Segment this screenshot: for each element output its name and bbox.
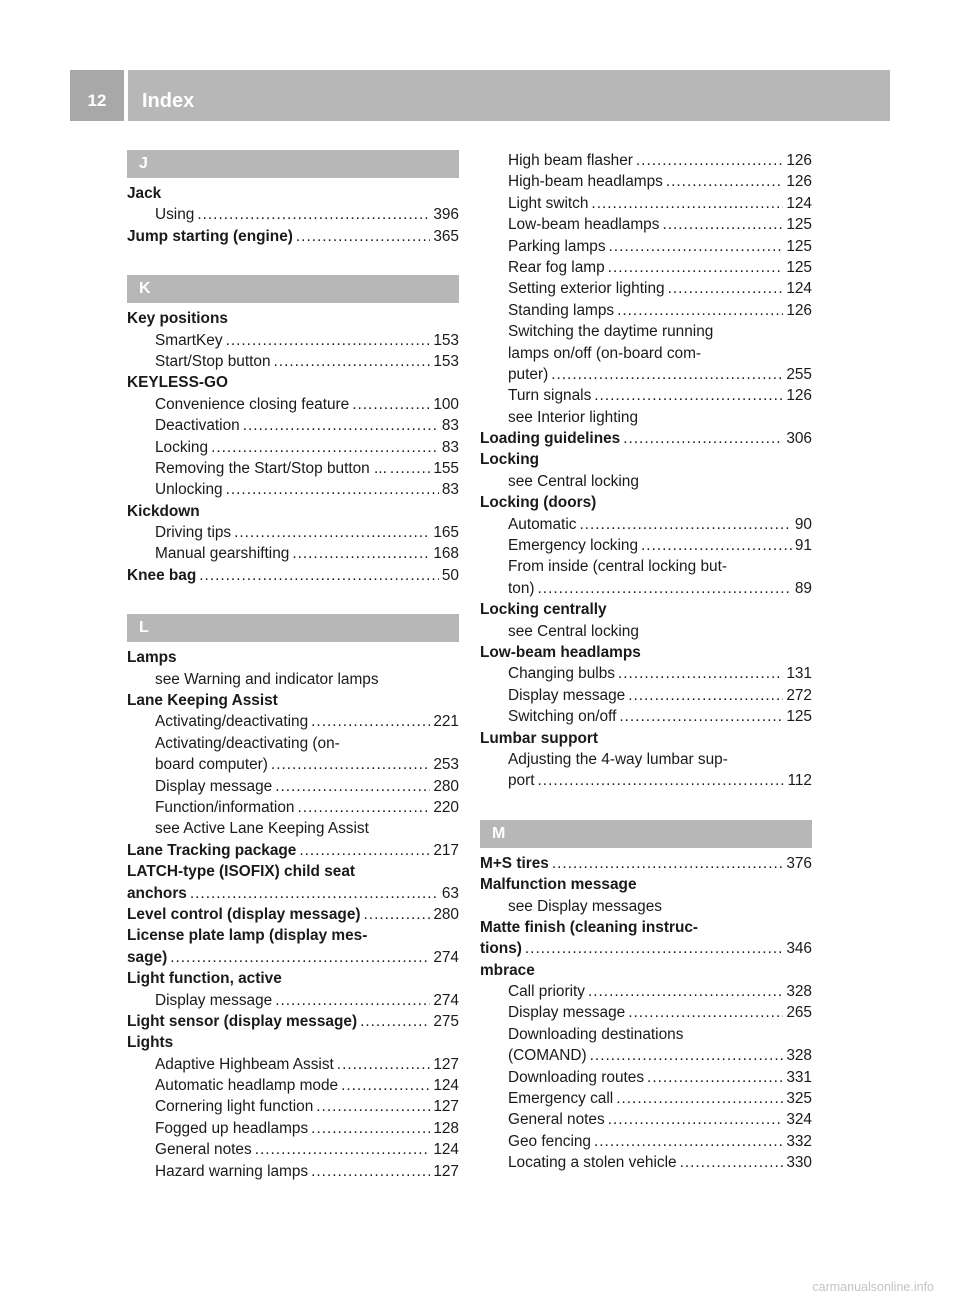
page-reference: 126 (786, 173, 812, 191)
index-entry (127, 840, 459, 861)
page-title: Index (142, 90, 195, 112)
entry-label: Locking (155, 438, 209, 456)
header-divider (124, 70, 128, 121)
entry-label: Convenience closing feature (155, 395, 350, 413)
entry-label: (COMAND) (508, 1047, 587, 1065)
index-entry (480, 853, 812, 874)
entry-label: Light sensor (display message) (127, 1012, 358, 1030)
section-letter-header: M (480, 820, 812, 848)
index-column-left (127, 150, 459, 1182)
index-entry (127, 1011, 459, 1032)
entry-label: sage) (127, 948, 168, 966)
dot-leader (243, 415, 439, 436)
index-subentry (480, 1067, 812, 1088)
dot-leader (641, 535, 792, 556)
dot-leader (666, 171, 783, 192)
dot-leader (594, 385, 783, 406)
index-subentry (480, 343, 812, 364)
entry-label: Level control (display message) (127, 905, 361, 923)
page-reference: 124 (786, 194, 812, 212)
dot-leader (680, 1152, 784, 1173)
entry-label: board computer) (155, 756, 268, 774)
index-subentry (480, 663, 812, 684)
section-spacer (127, 247, 459, 275)
entry-label: Activating/deactivating (on- (155, 734, 340, 752)
page-reference: 50 (441, 566, 459, 584)
index-entry (480, 642, 812, 663)
dot-leader (538, 578, 792, 599)
page-reference: 125 (786, 708, 812, 726)
dot-leader (525, 938, 783, 959)
index-subentry (480, 1024, 812, 1045)
index-subentry (480, 300, 812, 321)
dot-leader (226, 330, 431, 351)
entry-label: Key positions (127, 310, 228, 328)
page-reference: 324 (786, 1111, 812, 1129)
index-subentry (480, 514, 812, 535)
page-reference: 125 (786, 216, 812, 234)
entry-label: High beam flasher (508, 152, 633, 169)
dot-leader (538, 770, 785, 791)
entry-label: M+S tires (480, 854, 549, 872)
dot-leader (588, 981, 783, 1002)
dot-leader (608, 257, 784, 278)
section-spacer (127, 586, 459, 614)
index-subentry (480, 578, 812, 599)
entry-label: Knee bag (127, 566, 197, 584)
dot-leader (579, 514, 791, 535)
page-reference: 153 (433, 331, 459, 349)
dot-leader (274, 351, 431, 372)
index-subentry (480, 749, 812, 770)
index-subentry (127, 1096, 459, 1117)
index-subentry (127, 522, 459, 543)
index-subentry (127, 330, 459, 351)
index-subentry (480, 214, 812, 235)
page-reference: 100 (433, 395, 459, 413)
entry-label: Using (155, 206, 195, 224)
page-reference: 63 (441, 884, 459, 902)
entry-label: Switching the daytime running (508, 323, 714, 341)
index-entry (480, 599, 812, 620)
page-reference: 124 (433, 1141, 459, 1159)
index-subentry (127, 711, 459, 732)
entry-label: see Warning and indicator lamps (155, 670, 379, 688)
entry-label: Unlocking (155, 481, 223, 499)
index-entry (127, 968, 459, 989)
page-reference: 325 (786, 1090, 812, 1108)
index-entry (480, 874, 812, 895)
index-subentry (480, 364, 812, 385)
page-reference: 127 (433, 1162, 459, 1180)
dot-leader (271, 754, 430, 775)
entry-label: Hazard warning lamps (155, 1162, 309, 1180)
index-entry (480, 917, 812, 938)
index-entry (127, 565, 459, 586)
page-reference: 376 (786, 854, 812, 872)
dot-leader (299, 840, 430, 861)
index-entry (480, 449, 812, 470)
section-letter-header: J (127, 150, 459, 178)
dot-leader (311, 1118, 430, 1139)
page-reference: 272 (786, 686, 812, 704)
entry-label: Loading guidelines (480, 430, 621, 448)
page-reference: 220 (433, 798, 459, 816)
index-subentry (480, 535, 812, 556)
dot-leader (275, 990, 430, 1011)
page-reference: 306 (786, 430, 812, 448)
dot-leader (609, 236, 784, 257)
page-reference: 83 (441, 417, 459, 435)
dot-leader (618, 663, 783, 684)
dot-leader (199, 565, 439, 586)
page-reference: 396 (433, 206, 459, 224)
entry-label: Matte finish (cleaning instruc- (480, 918, 699, 936)
index-subentry (127, 415, 459, 436)
entry-label: Locking (480, 451, 539, 469)
index-entry (127, 861, 459, 882)
page-reference: 90 (794, 515, 812, 533)
index-subentry (480, 706, 812, 727)
page-reference: 328 (786, 1047, 812, 1065)
index-subentry (127, 797, 459, 818)
dot-leader (590, 1045, 784, 1066)
index-entry (480, 428, 812, 449)
index-subentry (127, 669, 459, 690)
dot-leader (364, 904, 431, 925)
page-reference: 168 (433, 545, 459, 563)
entry-label: Turn signals (508, 387, 592, 405)
index-subentry (480, 1045, 812, 1066)
entry-label: License plate lamp (display mes- (127, 927, 368, 945)
entry-label: Emergency call (508, 1090, 614, 1108)
index-entry (127, 226, 459, 247)
index-subentry (127, 543, 459, 564)
dot-leader (226, 479, 439, 500)
dot-leader (297, 797, 430, 818)
entry-label: Call priority (508, 983, 585, 1001)
index-subentry (127, 1054, 459, 1075)
entry-label: Adjusting the 4-way lumbar sup- (508, 750, 728, 768)
page-reference: 275 (433, 1012, 459, 1030)
dot-leader (197, 204, 430, 225)
index-subentry (480, 407, 812, 428)
entry-label: Setting exterior lighting (508, 280, 665, 298)
index-subentry (480, 278, 812, 299)
dot-leader (608, 1109, 784, 1130)
index-entry (127, 308, 459, 329)
entry-label: see Active Lane Keeping Assist (155, 820, 369, 838)
entry-label: SmartKey (155, 331, 223, 349)
index-subentry (480, 981, 812, 1002)
index-subentry (480, 236, 812, 257)
entry-label: Light function, active (127, 970, 282, 988)
entry-label: Geo fencing (508, 1132, 591, 1150)
dot-leader (647, 1067, 783, 1088)
page-reference: 131 (786, 665, 812, 683)
entry-label: Rear fog lamp (508, 258, 605, 276)
dot-leader (341, 1075, 430, 1096)
entry-label: Malfunction message (480, 876, 637, 894)
index-subentry (480, 770, 812, 791)
entry-label: Lane Tracking package (127, 841, 297, 859)
entry-label: General notes (508, 1111, 605, 1129)
entry-label: anchors (127, 884, 187, 902)
section-spacer (480, 792, 812, 820)
dot-leader (619, 706, 783, 727)
entry-label: Emergency locking (508, 537, 639, 555)
index-entry (480, 938, 812, 959)
entry-label: Fogged up headlamps (155, 1119, 309, 1137)
page-header (70, 70, 890, 121)
index-subentry (480, 171, 812, 192)
index-subentry (127, 1075, 459, 1096)
page-reference: 255 (786, 365, 812, 383)
dot-leader (337, 1054, 431, 1075)
index-subentry (480, 150, 812, 171)
entry-label: see Interior lighting (508, 408, 639, 426)
index-subentry (127, 733, 459, 754)
index-subentry (127, 458, 459, 479)
entry-label: Locking (doors) (480, 494, 597, 512)
index-subentry (127, 1139, 459, 1160)
entry-label: see Display messages (508, 897, 662, 915)
page-reference: 83 (441, 481, 459, 499)
index-subentry (480, 621, 812, 642)
index-subentry (480, 471, 812, 492)
entry-label: Function/information (155, 798, 295, 816)
entry-label: Lights (127, 1034, 174, 1052)
index-subentry (127, 754, 459, 775)
index-entry (127, 925, 459, 946)
entry-label: Display message (508, 686, 626, 704)
page-reference: 280 (433, 905, 459, 923)
page-reference: 217 (433, 841, 459, 859)
index-subentry (480, 321, 812, 342)
entry-label: Adaptive Highbeam Assist (155, 1055, 334, 1073)
dot-leader (636, 150, 783, 171)
index-entry (127, 647, 459, 668)
index-entry (127, 690, 459, 711)
page-reference: 125 (786, 258, 812, 276)
entry-label: lamps on/off (on-board com- (508, 344, 702, 362)
watermark: carmanualsonline.info (812, 1280, 934, 1294)
dot-leader (628, 1002, 783, 1023)
index-subentry (127, 1118, 459, 1139)
dot-leader (360, 1011, 430, 1032)
page-reference: 125 (786, 237, 812, 255)
index-subentry (127, 437, 459, 458)
dot-leader (617, 300, 783, 321)
entry-label: High-beam headlamps (508, 173, 663, 191)
page-reference: 328 (786, 983, 812, 1001)
index-subentry (127, 204, 459, 225)
dot-leader (623, 428, 783, 449)
section-letter-header: K (127, 275, 459, 303)
dot-leader (628, 685, 783, 706)
page-reference: 365 (433, 227, 459, 245)
dot-leader (352, 394, 430, 415)
index-subentry (480, 556, 812, 577)
page-reference: 331 (786, 1068, 812, 1086)
entry-label: LATCH-type (ISOFIX) child seat (127, 863, 356, 881)
dot-leader (275, 776, 430, 797)
entry-label: Locating a stolen vehicle (508, 1154, 677, 1172)
index-entry (127, 501, 459, 522)
entry-label: Locking centrally (480, 601, 607, 619)
dot-leader (668, 278, 784, 299)
entry-label: Cornering light function (155, 1098, 314, 1116)
index-column-right (480, 150, 812, 1174)
entry-label: Lumbar support (480, 729, 598, 747)
entry-label: Switching on/off (508, 708, 617, 726)
index-subentry (127, 776, 459, 797)
index-subentry (480, 1002, 812, 1023)
index-entry (127, 372, 459, 393)
index-subentry (480, 1152, 812, 1173)
index-subentry (127, 818, 459, 839)
index-entry (480, 728, 812, 749)
index-subentry (480, 385, 812, 406)
entry-label: Lane Keeping Assist (127, 692, 278, 710)
entry-label: Automatic (508, 515, 577, 533)
entry-label: Standing lamps (508, 301, 615, 319)
dot-leader (390, 458, 430, 479)
entry-label: Lamps (127, 649, 177, 667)
entry-label: Start/Stop button (155, 352, 271, 370)
dot-leader (316, 1096, 430, 1117)
index-subentry (127, 351, 459, 372)
entry-label: Parking lamps (508, 237, 606, 255)
entry-label: Downloading destinations (508, 1025, 684, 1043)
page-reference: 83 (441, 438, 459, 456)
page-reference: 89 (794, 579, 812, 597)
index-entry (480, 492, 812, 513)
page-reference: 112 (787, 772, 812, 790)
dot-leader (551, 364, 783, 385)
index-subentry (480, 1131, 812, 1152)
entry-label: Driving tips (155, 524, 232, 542)
entry-label: Automatic headlamp mode (155, 1077, 339, 1095)
dot-leader (255, 1139, 431, 1160)
page-reference: 253 (433, 756, 459, 774)
entry-label: Deactivation (155, 417, 240, 435)
entry-label: Jump starting (engine) (127, 227, 293, 245)
dot-leader (662, 214, 783, 235)
index-entry (127, 904, 459, 925)
page-reference: 124 (786, 280, 812, 298)
page-reference: 127 (433, 1055, 459, 1073)
entry-label: Display message (155, 777, 273, 795)
dot-leader (311, 711, 430, 732)
page-reference: 280 (433, 777, 459, 795)
page-reference: 128 (433, 1119, 459, 1137)
index-subentry (480, 257, 812, 278)
entry-label: ton) (508, 579, 535, 597)
dot-leader (190, 883, 439, 904)
page-reference: 274 (433, 948, 459, 966)
page-reference: 330 (786, 1154, 812, 1172)
dot-leader (170, 947, 430, 968)
page-reference: 153 (433, 352, 459, 370)
page-reference: 165 (433, 524, 459, 542)
page-reference: 127 (433, 1098, 459, 1116)
dot-leader (552, 853, 783, 874)
page-reference: 332 (786, 1132, 812, 1150)
entry-label: Light switch (508, 194, 589, 212)
entry-label: Low-beam headlamps (508, 216, 660, 234)
index-entry (127, 1032, 459, 1053)
index-entry (127, 947, 459, 968)
index-entry (480, 960, 812, 981)
index-subentry (127, 990, 459, 1011)
page-reference: 126 (786, 152, 812, 169)
entry-label: Display message (155, 991, 273, 1009)
page-reference: 126 (786, 387, 812, 405)
page-reference: 91 (794, 537, 812, 555)
index-subentry (480, 896, 812, 917)
page-number: 12 (70, 70, 124, 121)
index-subentry (480, 1088, 812, 1109)
entry-label: Display message (508, 1004, 626, 1022)
dot-leader (234, 522, 430, 543)
index-subentry (480, 193, 812, 214)
page-reference: 221 (433, 713, 459, 731)
dot-leader (292, 543, 430, 564)
section-letter-header: L (127, 614, 459, 642)
entry-label: Kickdown (127, 502, 200, 520)
entry-label: Removing the Start/Stop button ... (155, 459, 387, 477)
entry-label: Changing bulbs (508, 665, 615, 683)
entry-label: KEYLESS-GO (127, 374, 228, 392)
index-entry (127, 183, 459, 204)
dot-leader (211, 437, 439, 458)
entry-label: port (508, 772, 535, 790)
entry-label: Activating/deactivating (155, 713, 309, 731)
index-subentry (127, 479, 459, 500)
entry-label: Downloading routes (508, 1068, 645, 1086)
dot-leader (616, 1088, 783, 1109)
entry-label: Manual gearshifting (155, 545, 290, 563)
entry-label: see Central locking (508, 622, 639, 640)
index-entry (127, 883, 459, 904)
entry-label: General notes (155, 1141, 252, 1159)
page-reference: 346 (786, 940, 812, 958)
page-reference: 155 (433, 459, 459, 477)
dot-leader (594, 1131, 783, 1152)
entry-label: Jack (127, 185, 162, 202)
entry-label: puter) (508, 365, 549, 383)
index-subentry (480, 1109, 812, 1130)
dot-leader (311, 1161, 430, 1182)
page-reference: 274 (433, 991, 459, 1009)
page-reference: 265 (786, 1004, 812, 1022)
entry-label: see Central locking (508, 472, 639, 490)
dot-leader (296, 226, 430, 247)
entry-label: From inside (central locking but- (508, 558, 727, 576)
dot-leader (591, 193, 783, 214)
index-subentry (480, 685, 812, 706)
entry-label: Low-beam headlamps (480, 643, 641, 661)
page-reference: 124 (433, 1077, 459, 1095)
index-subentry (127, 1161, 459, 1182)
entry-label: tions) (480, 940, 522, 958)
page-reference: 126 (786, 301, 812, 319)
index-subentry (127, 394, 459, 415)
entry-label: mbrace (480, 961, 535, 979)
